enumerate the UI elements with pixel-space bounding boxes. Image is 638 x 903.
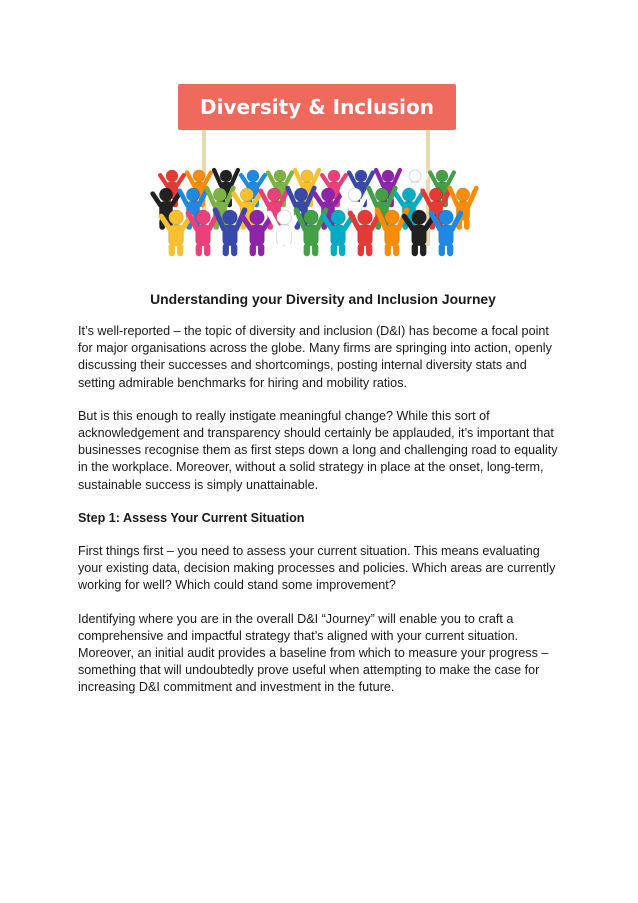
paragraph-journey: Identifying where you are in the overall D&I “Journey” will enable you to craft a comprehensive and impactful strategy that’s aligned with your current situation. Moreover, an initial audit provides a baseline from which to measure your progress – something that will undoubtedly prove useful when attempting to make the case for increasing D&I commitment and investment in the future. <box>78 611 549 695</box>
article-title: Understanding your Diversity and Inclusion Journey <box>150 291 496 307</box>
article <box>78 290 562 697</box>
paragraph-intro: It’s well-reported – the topic of diversity and inclusion (D&I) has become a focal point for major organisations across the globe. Many firms are springing into action, openly discussing their successes and shortcomings, posting internal diversity stats and setting admirable benchmarks for hiring and mobility ratios. <box>78 324 552 390</box>
step-1-heading: Step 1: Assess Your Current Situation <box>78 510 305 525</box>
clay-figure <box>431 210 460 256</box>
paragraph-change: But is this enough to really instigate meaningful change? While this sort of acknowledgement and transparency should certainly be applauded, it’s important that businesses recognise them as first steps down a long and challenging road to equality in the workplace. Moreover, without a solid strategy in place at the onset, long-term, sustainable success is simply unattainable. <box>78 408 558 492</box>
banner-text: Diversity & Inclusion <box>199 95 435 119</box>
clay-figure <box>269 210 298 256</box>
illustration-svg <box>150 76 482 272</box>
paragraph-assess: First things first – you need to assess your current situation. This means evaluating your existing data, decision making processes and policies. Which areas are currently working for well? Which could stand some improvement? <box>78 544 556 593</box>
clay-figure <box>350 210 379 256</box>
diversity-inclusion-illustration <box>150 76 482 272</box>
clay-figure <box>188 210 217 256</box>
